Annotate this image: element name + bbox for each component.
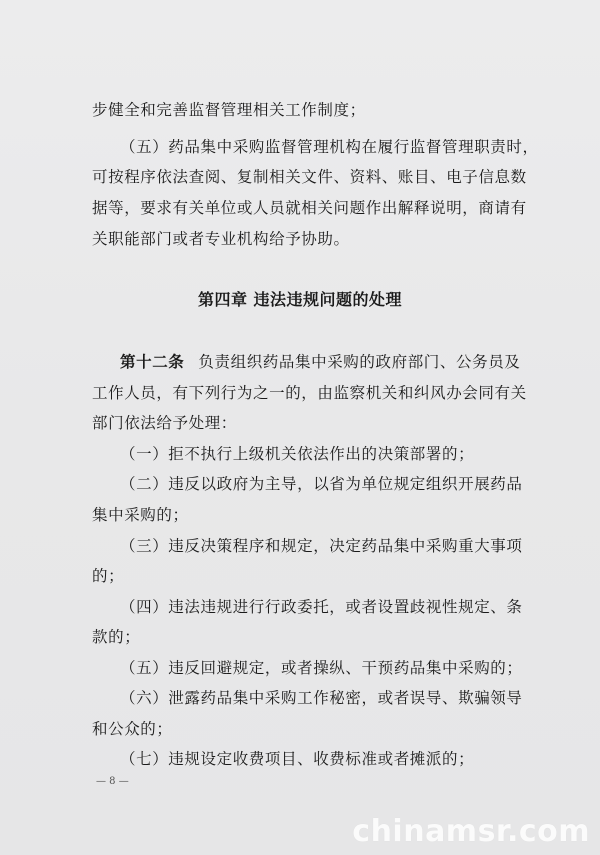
list-item-line: （七）违规设定收费项目、收费标准或者摊派的； [120, 750, 475, 768]
chapter-heading: 第四章 违法违规问题的处理 [197, 290, 403, 309]
paragraph-line: （五）药品集中采购监督管理机构在履行监督管理职责时， [120, 138, 539, 156]
paragraph-line: 据等，要求有关单位或人员就相关问题作出解释说明，商请有 [92, 199, 527, 217]
list-item-line: 和公众的； [92, 720, 173, 738]
article-first-line [120, 352, 520, 372]
article-text: 负责组织药品集中采购的政府部门、公务员及 [198, 353, 521, 371]
list-item-line: 的； [92, 567, 125, 585]
list-item-line: （二）违反以政府为主导，以省为单位规定组织开展药品 [120, 475, 523, 493]
list-item-line: 款的； [92, 628, 141, 646]
watermark-logo: chinamsr.com [352, 814, 590, 849]
paragraph-line: 工作人员，有下列行为之一的，由监察机关和纠风办会同有关 [92, 384, 527, 402]
list-item-line: （四）违法违规进行行政委托，或者设置歧视性规定、条 [120, 598, 523, 616]
paragraph-line: 部门依法给予处理： [92, 414, 237, 432]
paragraph-line: 可按程序依法查阅、复制相关文件、资料、账目、电子信息数 [92, 168, 527, 186]
list-item-line: （五）违反回避规定，或者操纵、干预药品集中采购的； [120, 659, 523, 677]
list-item-line: （三）违反决策程序和规定，决定药品集中采购重大事项 [120, 537, 523, 555]
paragraph-line: 步健全和完善监督管理相关工作制度； [92, 101, 366, 119]
page-number: — 8 — [96, 776, 129, 787]
paragraph-line: 关职能部门或者专业机构给予协助。 [92, 230, 350, 248]
list-item-line: （六）泄露药品集中采购工作秘密，或者误导、欺骗领导 [120, 689, 523, 707]
list-item-line: 集中采购的； [92, 506, 189, 524]
list-item-line: （一）拒不执行上级机关依法作出的决策部署的； [120, 445, 475, 463]
article-label: 第十二条 [120, 353, 185, 371]
